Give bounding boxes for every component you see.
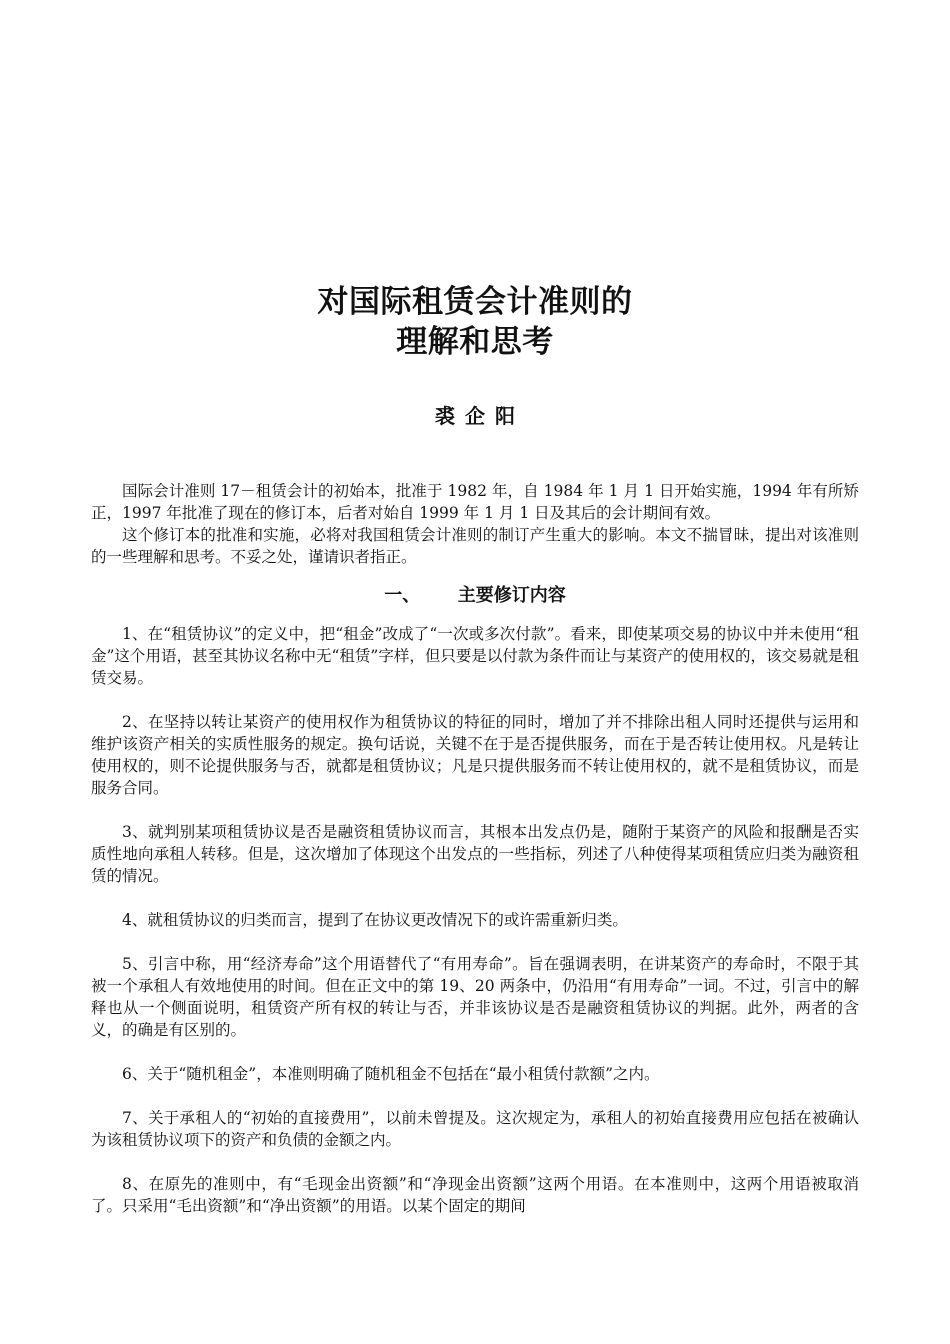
item-paragraph-8: 8、在原先的准则中，有“毛现金出资额”和“净现金出资额”这两个用语。在本准则中，这两个用语被取消了。只采用“毛出资额”和“净出资额”的用语。以某个固定的期间 <box>91 1175 859 1215</box>
item-paragraph-3: 3、就判别某项租赁协议是否是融资租赁协议而言，其根本出发点仍是，随附于某资产的风险和报酬是否实质性地向承租人转移。但是，这次增加了体现这个出发点的一些指标，列述了八种使得某项租赁应归类为融资租赁的情况。 <box>91 823 859 885</box>
section-number: 一、 <box>384 585 421 606</box>
section-title: 主要修订内容 <box>457 585 566 606</box>
item-paragraph-6: 6、关于“随机租金”，本准则明确了随机租金不包括在“最小租赁付款额”之内。 <box>122 1065 660 1083</box>
author-name: 裘企阳 <box>435 404 525 428</box>
item-paragraph-1: 1、在“租赁协议”的定义中，把“租金”改成了“一次或多次付款”。看来，即使某项交易的协议中并未使用“租金”这个用语，甚至其协议名称中无“租赁”字样，但只要是以付款为条件而让与某资产的使用权的，该交易就是租赁交易。 <box>91 625 859 687</box>
document-body <box>91 480 859 1217</box>
item-paragraph-5: 5、引言中称，用“经济寿命”这个用语替代了“有用寿命”。旨在强调表明，在讲某资产的寿命时，不限于其被一个承租人有效地使用的时间。但在正文中的第 19、20 两条中，仍沿用“有用寿命”一词。不过，引言中的解释也从一个侧面说明，租赁资产所有权的转让与否，并非该协议是否是融资租赁协议的判据。此外，两者的含义，的确是有区别的。 <box>91 955 859 1039</box>
section-heading <box>91 583 859 609</box>
intro-paragraph-1: 国际会计准则 17－租赁会计的初始本，批准于 1982 年，自 1984 年 1 月 1 日开始实施，1994 年有所矫正，1997 年批准了现在的修订本，后者对始自 1999 年 1 月 1 日及其后的会计期间有效。 <box>91 482 859 522</box>
title-line-2: 理解和思考 <box>396 324 554 360</box>
item-paragraph-4: 4、就租赁协议的归类而言，提到了在协议更改情况下的或许需重新归类。 <box>122 911 628 929</box>
item-paragraph-2: 2、在坚持以转让某资产的使用权作为租赁协议的特征的同时，增加了并不排除出租人同时还提供与运用和维护该资产相关的实质性服务的规定。换句话说，关键不在于是否提供服务，而在于是否转让使用权。凡是转让使用权的，则不论提供服务与否，就都是租赁协议；凡是只提供服务而不转让使用权的，就不是租赁协议，而是服务合同。 <box>91 713 859 797</box>
intro-paragraph-2: 这个修订本的批准和实施，必将对我国租赁会计准则的制订产生重大的影响。本文不揣冒昧，提出对该准则的一些理解和思考。不妥之处，谨请识者指正。 <box>91 526 859 566</box>
document-title <box>0 282 950 362</box>
title-line-1: 对国际租赁会计准则的 <box>317 284 633 320</box>
item-paragraph-7: 7、关于承租人的“初始的直接费用”，以前未曾提及。这次规定为，承租人的初始直接费用应包括在被确认为该租赁协议项下的资产和负债的金额之内。 <box>91 1109 859 1149</box>
